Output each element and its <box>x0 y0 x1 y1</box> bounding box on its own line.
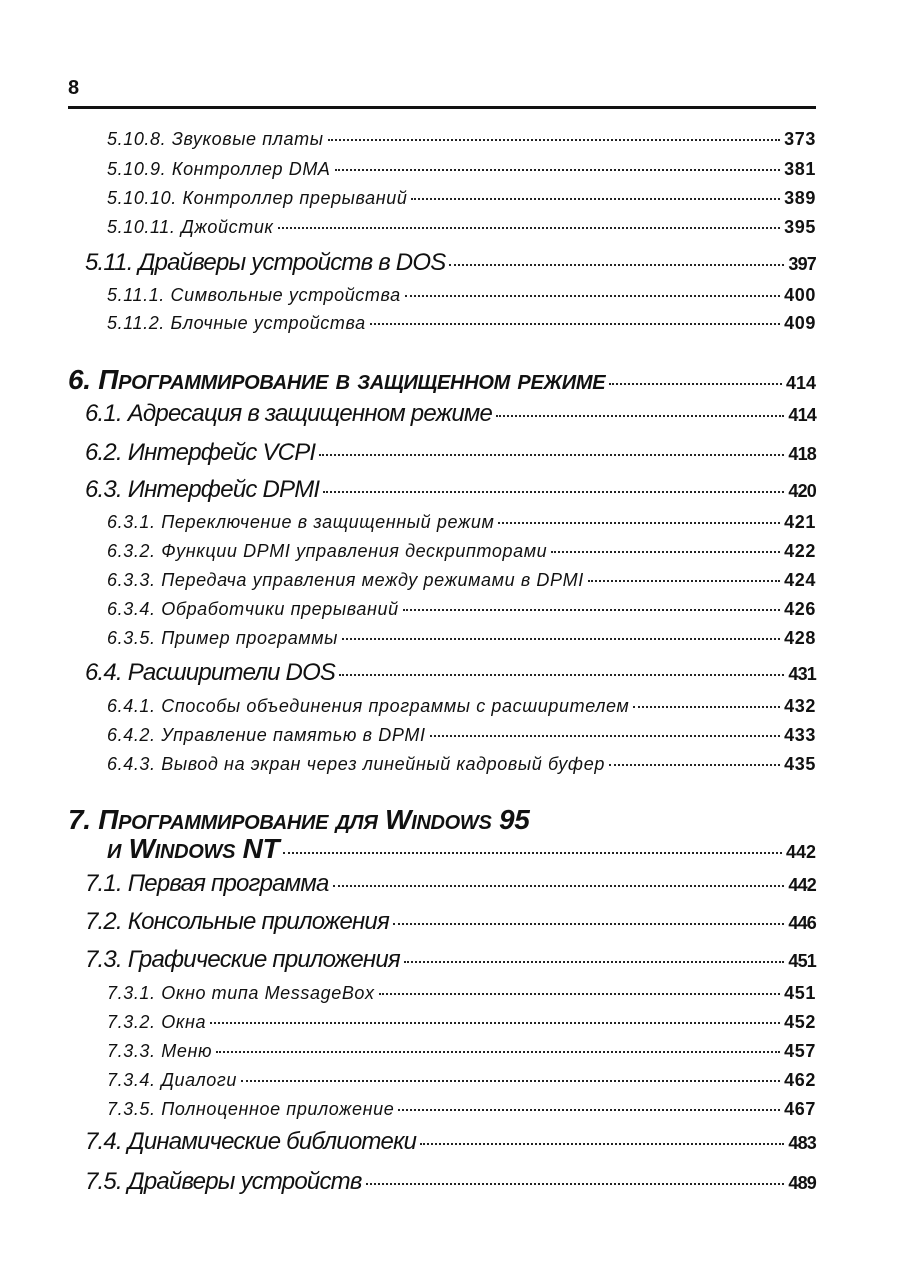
entry-number: 6.3.1. <box>107 512 156 532</box>
entry-title: Звуковые платы <box>171 129 324 149</box>
dot-leader <box>449 264 784 266</box>
entry-title: Контроллер прерываний <box>182 188 408 208</box>
dot-leader <box>323 491 784 493</box>
entry-title: Адресация в защищенном режиме <box>127 400 493 427</box>
entry-title: Программирование в защищенном режиме <box>98 364 606 395</box>
entry-title: Функции DPMI управления дескрипторами <box>161 541 548 561</box>
toc-entry <box>107 541 816 565</box>
entry-page: 489 <box>788 1173 816 1193</box>
page-number: 8 <box>68 77 80 99</box>
dot-leader <box>420 1143 784 1145</box>
toc-entry <box>85 908 816 938</box>
toc-entry <box>85 946 816 976</box>
entry-page: 418 <box>788 444 816 464</box>
entry-title: Меню <box>161 1041 213 1061</box>
toc-entry <box>107 1041 816 1065</box>
entry-number: 7.1. <box>85 870 122 897</box>
entry-number: 6.4.1. <box>107 696 156 716</box>
entry-number: 7.4. <box>85 1128 122 1155</box>
entry-number: 7.3.3. <box>107 1041 156 1061</box>
toc-entry <box>85 249 816 279</box>
entry-page: 483 <box>788 1133 816 1153</box>
entry-number: 5.10.9. <box>107 159 167 179</box>
entry-number: 6.2. <box>85 439 122 466</box>
entry-number: 6.1. <box>85 400 122 427</box>
entry-page: 397 <box>788 254 816 274</box>
dot-leader <box>498 522 780 524</box>
entry-number: 6.4.2. <box>107 725 156 745</box>
entry-page: 414 <box>788 405 816 425</box>
entry-number: 5.11.2. <box>107 313 165 333</box>
entry-title: Пример программы <box>161 628 339 648</box>
dot-leader <box>403 609 780 611</box>
dot-leader <box>411 198 780 200</box>
dot-leader <box>216 1051 780 1053</box>
entry-number: 7.3. <box>85 946 122 973</box>
entry-page: 381 <box>784 159 816 179</box>
dot-leader <box>278 227 781 229</box>
entry-title: Блочные устройства <box>170 313 366 333</box>
toc-entry <box>107 599 816 623</box>
entry-number: 6.3.3. <box>107 570 156 590</box>
entry-title: Расширители DOS <box>127 659 336 686</box>
entry-number: 7.3.1. <box>107 983 156 1003</box>
toc-entry <box>107 570 816 594</box>
toc-entry <box>68 364 816 398</box>
toc-entry <box>107 1012 816 1036</box>
entry-title: Консольные приложения <box>127 908 389 935</box>
entry-title: Окно типа MessageBox <box>161 983 375 1003</box>
entry-page: 409 <box>784 313 816 333</box>
toc-entry <box>107 188 816 212</box>
entry-number: 7. <box>68 804 91 835</box>
entry-number: 7.3.2. <box>107 1012 156 1032</box>
entry-number: 6.4.3. <box>107 754 156 774</box>
entry-page: 414 <box>785 373 816 393</box>
entry-number: 7.3.5. <box>107 1099 156 1119</box>
entry-number: 5.10.10. <box>107 188 177 208</box>
dot-leader <box>393 923 784 925</box>
entry-title: Окна <box>161 1012 207 1032</box>
entry-page: 395 <box>784 217 816 237</box>
header-rule <box>68 106 816 109</box>
entry-page: 400 <box>784 285 816 305</box>
dot-leader <box>339 674 784 676</box>
dot-leader <box>241 1080 780 1082</box>
dot-leader <box>496 415 784 417</box>
dot-leader <box>404 961 784 963</box>
dot-leader <box>342 638 780 640</box>
dot-leader <box>283 852 782 854</box>
entry-number: 6. <box>68 364 91 395</box>
entry-title: Символьные устройства <box>170 285 401 305</box>
entry-title: Способы объединения программы с расширителем <box>161 696 630 716</box>
entry-page: 421 <box>784 512 816 532</box>
entry-title: Передача управления между режимами в DPMI <box>161 570 584 590</box>
dot-leader <box>328 139 781 141</box>
toc-entry <box>107 1099 816 1123</box>
toc-entry <box>85 1168 816 1198</box>
entry-page: 420 <box>788 481 816 501</box>
dot-leader <box>370 323 780 325</box>
entry-page: 452 <box>784 1012 816 1032</box>
dot-leader <box>210 1022 780 1024</box>
entry-number: 5.11. <box>85 249 133 276</box>
entry-title: Вывод на экран через линейный кадровый буфер <box>161 754 605 774</box>
entry-page: 433 <box>784 725 816 745</box>
entry-title: Полноценное приложение <box>161 1099 395 1119</box>
entry-page: 467 <box>784 1099 816 1119</box>
entry-title: и Windows NT <box>107 833 280 864</box>
entry-page: 457 <box>784 1041 816 1061</box>
entry-page: 422 <box>784 541 816 561</box>
entry-number: 6.4. <box>85 659 122 686</box>
entry-number: 6.3.4. <box>107 599 156 619</box>
toc-entry <box>107 313 816 337</box>
toc-entry <box>107 285 816 309</box>
entry-page: 373 <box>784 129 816 149</box>
entry-number: 5.11.1. <box>107 285 165 305</box>
entry-page: 451 <box>788 951 816 971</box>
entry-title: Переключение в защищенный режим <box>161 512 495 532</box>
dot-leader <box>633 706 780 708</box>
entry-number: 5.10.8. <box>107 129 167 149</box>
toc-entry <box>107 159 816 183</box>
entry-title: Интерфейс VCPI <box>127 439 316 466</box>
entry-page: 446 <box>788 913 816 933</box>
entry-title: Драйверы устройств <box>127 1168 362 1195</box>
entry-title: Программирование для Windows 95 <box>98 804 530 835</box>
dot-leader <box>405 295 780 297</box>
entry-title: Драйверы устройств в DOS <box>138 249 446 276</box>
toc-entry <box>107 217 816 241</box>
dot-leader <box>551 551 780 553</box>
chapter-title-line1 <box>68 804 530 836</box>
entry-title: Интерфейс DPMI <box>127 476 320 503</box>
toc-entry <box>85 439 816 469</box>
entry-title: Графические приложения <box>127 946 400 973</box>
entry-page: 426 <box>784 599 816 619</box>
entry-page: 442 <box>785 842 816 862</box>
toc-entry <box>85 1128 816 1158</box>
entry-title: Контроллер DMA <box>171 159 331 179</box>
entry-page: 435 <box>784 754 816 774</box>
entry-title: Диалоги <box>161 1070 237 1090</box>
entry-title: Динамические библиотеки <box>127 1128 417 1155</box>
entry-title: Управление памятью в DPMI <box>161 725 426 745</box>
toc-entry <box>107 129 816 153</box>
dot-leader <box>430 735 781 737</box>
toc-entry <box>85 400 816 430</box>
entry-page: 431 <box>788 664 816 684</box>
toc-entry <box>107 833 816 867</box>
toc-entry <box>85 870 816 900</box>
toc-entry <box>107 725 816 749</box>
entry-number: 7.3.4. <box>107 1070 156 1090</box>
toc-entry <box>85 476 816 506</box>
toc-entry <box>85 659 816 689</box>
dot-leader <box>319 454 784 456</box>
entry-page: 428 <box>784 628 816 648</box>
toc-entry <box>107 1070 816 1094</box>
toc-entry <box>107 628 816 652</box>
entry-page: 442 <box>788 875 816 895</box>
entry-number: 6.3. <box>85 476 122 503</box>
entry-page: 424 <box>784 570 816 590</box>
dot-leader <box>379 993 781 995</box>
dot-leader <box>398 1109 780 1111</box>
entry-number: 7.2. <box>85 908 122 935</box>
toc-entry <box>107 512 816 536</box>
entry-page: 432 <box>784 696 816 716</box>
entry-number: 6.3.2. <box>107 541 156 561</box>
dot-leader <box>609 383 782 385</box>
toc-entry <box>107 983 816 1007</box>
dot-leader <box>335 169 781 171</box>
dot-leader <box>588 580 780 582</box>
dot-leader <box>333 885 785 887</box>
entry-title: Обработчики прерываний <box>161 599 399 619</box>
dot-leader <box>366 1183 785 1185</box>
entry-title: Первая программа <box>127 870 329 897</box>
entry-number: 5.10.11. <box>107 217 176 237</box>
entry-page: 389 <box>784 188 816 208</box>
toc-entry <box>107 696 816 720</box>
entry-number: 7.5. <box>85 1168 122 1195</box>
entry-page: 462 <box>784 1070 816 1090</box>
entry-page: 451 <box>784 983 816 1003</box>
entry-number: 6.3.5. <box>107 628 156 648</box>
toc-entry <box>107 754 816 778</box>
entry-title: Джойстик <box>181 217 274 237</box>
dot-leader <box>609 764 780 766</box>
